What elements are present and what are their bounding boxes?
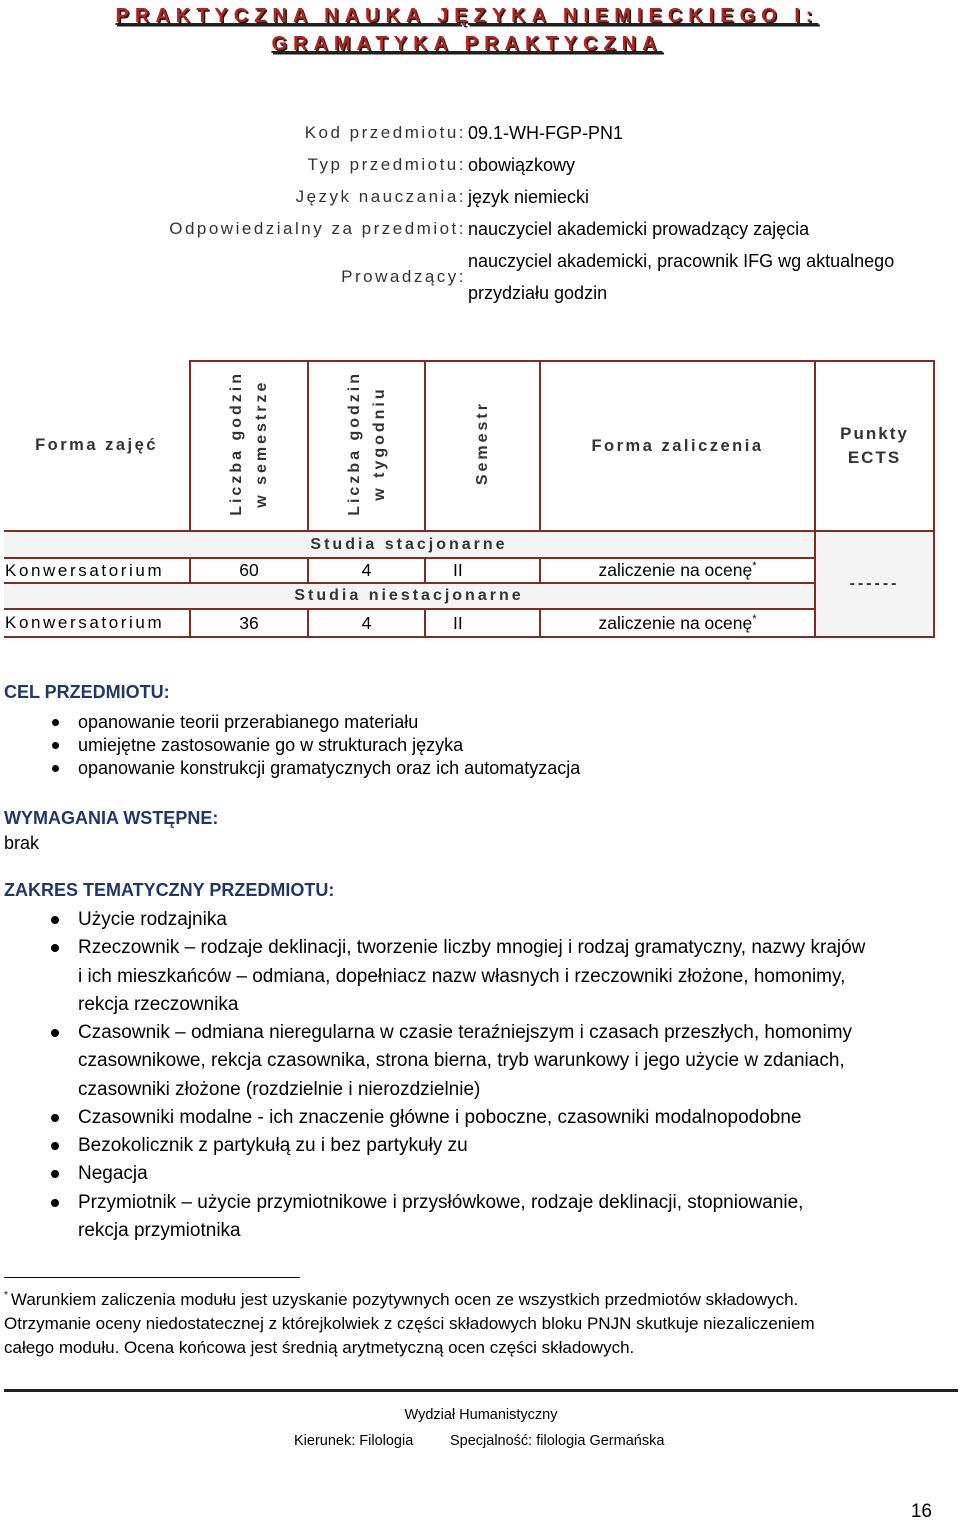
meta-value-line: język niemiecki xyxy=(468,187,590,207)
title-line: GRAMATYKA PRAKTYCZNA xyxy=(271,33,663,55)
list-item-line: i ich mieszkańców – odmiana, dopełniacz nazw własnych i rzeczowniki złożone, homonimy, xyxy=(78,965,846,987)
cell-form: Konwersatorium xyxy=(4,609,190,637)
footnote-line: całego modułu. Ocena końcowa jest średnią arytmetyczną ocen części składowych. xyxy=(4,1338,635,1357)
bullet-icon xyxy=(51,1114,59,1122)
bullet-icon xyxy=(52,742,59,749)
list-item-text: opanowanie konstrukcji gramatycznych oraz ich automatyzacja xyxy=(78,757,581,778)
footnote-marker: * xyxy=(4,1290,8,1302)
list-item-line: Użycie rodzajnika xyxy=(78,909,227,930)
meta-value xyxy=(466,149,575,181)
meta-row-type xyxy=(0,149,960,181)
footnote-marker: * xyxy=(752,560,757,573)
header-form-label: Forma zajęć xyxy=(35,436,158,454)
meta-value-line: przydziału godzin xyxy=(468,283,608,303)
list-item-line: Czasowniki modalne - ich znaczenie główne i poboczne, czasowniki modalnopodobne xyxy=(78,1106,802,1128)
header-ects-label xyxy=(816,422,933,470)
section-row xyxy=(4,583,934,609)
list-item-line: Rzeczownik – rodzaje deklinacji, tworzenie liczby mnogiej i rodzaj gramatyczny, nazwy krajów xyxy=(78,937,866,959)
meta-value xyxy=(466,213,809,245)
bullet-icon xyxy=(51,916,59,924)
list-item-line: Czasownik – odmiana nieregularna w czasie teraźniejszym i czasach przeszłych, homonimy xyxy=(78,1022,853,1044)
list-item xyxy=(0,1132,960,1160)
section-row xyxy=(4,531,934,558)
header-form xyxy=(4,361,190,531)
meta-row-lecturer xyxy=(0,245,960,309)
assessment-text: zaliczenie na ocenę xyxy=(598,612,753,633)
list-item-text: opanowanie teorii przerabianego materiału xyxy=(78,711,419,732)
footnote-separator xyxy=(4,1277,300,1278)
ects-value: ------ xyxy=(815,531,934,637)
bullet-icon xyxy=(51,1170,59,1178)
meta-label: Typ przedmiotu: xyxy=(307,155,466,174)
list-item-text: umiejętne zastosowanie go w strukturach języka xyxy=(78,734,464,755)
footer-field: Kierunek: Filologia xyxy=(294,1433,414,1449)
meta-row-code xyxy=(0,117,960,149)
meta-value xyxy=(466,117,623,149)
section-title: Studia stacjonarne xyxy=(4,531,815,558)
table-row xyxy=(4,558,934,583)
bullet-icon xyxy=(51,944,59,952)
scope-heading: ZAKRES TEMATYCZNY PRZEDMIOTU: xyxy=(4,880,335,900)
title-line: PRAKTYCZNA NAUKA JĘZYKA NIEMIECKIEGO I: xyxy=(115,5,819,27)
header-assessment xyxy=(540,361,815,531)
footnote-text: Warunkiem zaliczenia modułu jest uzyskanie pozytywnych ocen ze wszystkich przedmiotów składowych. xyxy=(10,1290,799,1309)
goals-list xyxy=(0,711,960,780)
header-semester xyxy=(425,361,540,531)
cell-semester: II xyxy=(425,609,540,637)
list-item-line: czasownikowe, rekcja czasownika, strona bierna, tryb warunkowy i jego użycie w zdaniach, xyxy=(78,1050,845,1072)
list-item xyxy=(0,906,960,934)
meta-label: Kod przedmiotu: xyxy=(304,123,466,142)
meta-label: Język nauczania: xyxy=(295,187,466,206)
list-item-line: Przymiotnik – użycie przymiotnikowe i przysłówkowe, rodzaje deklinacji, stopniowanie, xyxy=(78,1191,804,1213)
meta-row-language xyxy=(0,181,960,213)
prerequisites-heading: WYMAGANIA WSTĘPNE: xyxy=(4,808,219,828)
list-item xyxy=(0,734,960,757)
course-metadata xyxy=(0,117,960,309)
header-semester-label xyxy=(470,401,495,485)
table-row xyxy=(4,609,934,637)
assessment-text: zaliczenie na ocenę xyxy=(598,560,753,580)
bullet-icon xyxy=(52,765,59,772)
meta-row-responsible xyxy=(0,213,960,245)
list-item xyxy=(0,1189,960,1246)
meta-value-line: obowiązkowy xyxy=(468,155,576,175)
header-line: Semestr xyxy=(474,401,491,486)
header-line: w tygodniu xyxy=(370,386,388,501)
list-item-line: rekcja przymiotnika xyxy=(78,1219,241,1241)
footer-faculty: Wydział Humanistyczny xyxy=(404,1407,558,1423)
meta-label: Prowadzący: xyxy=(341,267,466,286)
footer-separator xyxy=(4,1389,958,1392)
header-assessment-label: Forma zaliczenia xyxy=(591,436,764,455)
header-hours-semester-label xyxy=(224,371,274,516)
cell-assessment xyxy=(540,609,815,637)
list-item xyxy=(0,711,960,734)
footnote xyxy=(4,1288,815,1360)
cell-hours-semester: 60 xyxy=(190,558,308,583)
cell-form: Konwersatorium xyxy=(4,558,190,583)
header-line: Liczba godzin xyxy=(345,371,363,516)
prerequisites-text: brak xyxy=(4,833,40,853)
page-title xyxy=(0,2,934,58)
list-item xyxy=(0,934,960,1019)
list-item-line: Bezokolicznik z partykułą zu i bez partykuły zu xyxy=(78,1135,468,1157)
meta-label: Odpowiedzialny za przedmiot: xyxy=(169,219,466,238)
list-item-line: Negacja xyxy=(78,1163,148,1185)
header-hours-semester xyxy=(190,361,308,531)
footnote-line: Otrzymanie oceny niedostatecznej z którejkolwiek z części składowych bloku PNJN skutkuje niezaliczeniem xyxy=(4,1314,815,1333)
cell-hours-semester: 36 xyxy=(190,609,308,637)
meta-value xyxy=(466,181,589,213)
scope-list xyxy=(0,906,960,1245)
header-ects xyxy=(815,361,934,531)
bullet-icon xyxy=(52,719,59,726)
meta-value-line: nauczyciel akademicki prowadzący zajęcia xyxy=(468,219,810,239)
table-header-row xyxy=(4,361,934,531)
meta-value-line: nauczyciel akademicki, pracownik IFG wg aktualnego xyxy=(468,251,895,271)
list-item xyxy=(0,1160,960,1188)
bullet-icon xyxy=(51,1029,59,1037)
cell-assessment xyxy=(540,558,815,583)
list-item xyxy=(0,1019,960,1104)
meta-value xyxy=(466,245,894,309)
page-number: 16 xyxy=(910,1501,932,1522)
cell-hours-week: 4 xyxy=(308,558,425,583)
footnote-marker: * xyxy=(752,612,757,625)
course-table xyxy=(4,360,935,638)
header-line: ECTS xyxy=(847,448,902,467)
header-hours-week xyxy=(308,361,425,531)
bullet-icon xyxy=(51,1142,59,1150)
bullet-icon xyxy=(51,1199,59,1207)
header-line: w semestrze xyxy=(253,379,270,508)
list-item-line: czasowniki złożone (rozdzielnie i nierozdzielnie) xyxy=(78,1078,481,1100)
header-hours-week-label xyxy=(342,371,392,516)
header-line: Liczba godzin xyxy=(228,371,245,516)
header-line: Punkty xyxy=(840,424,909,443)
cell-hours-week: 4 xyxy=(308,609,425,637)
list-item-line: rekcja rzeczownika xyxy=(78,993,239,1015)
cell-semester: II xyxy=(425,558,540,583)
footnote-line xyxy=(4,1288,815,1312)
meta-value-line: 09.1-WH-FGP-PN1 xyxy=(468,123,624,143)
goals-heading: CEL PRZEDMIOTU: xyxy=(4,682,170,702)
list-item xyxy=(0,1104,960,1132)
section-title: Studia niestacjonarne xyxy=(4,583,815,609)
footer-specialty: Specjalność: filologia Germańska xyxy=(450,1433,665,1449)
list-item xyxy=(0,757,960,780)
